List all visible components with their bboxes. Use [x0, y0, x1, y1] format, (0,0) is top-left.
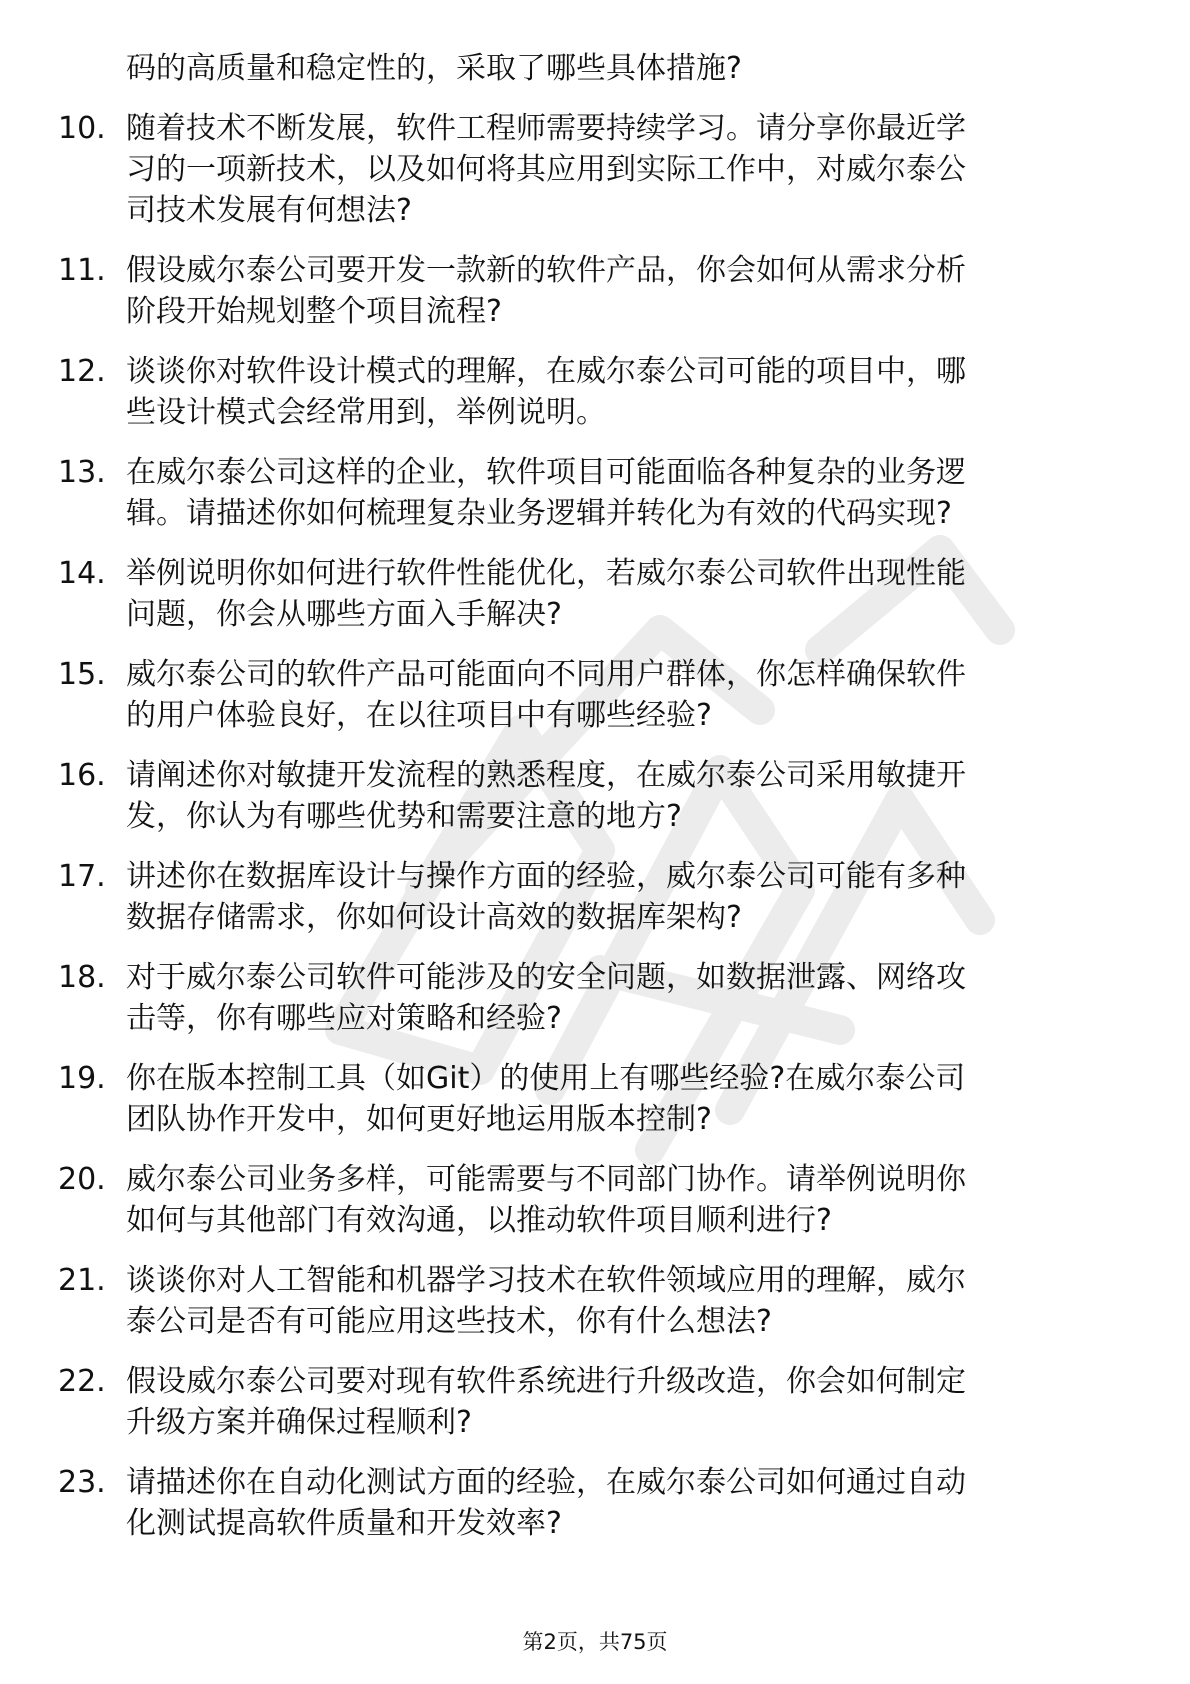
question-item-16	[58, 755, 1118, 837]
question-number: 13.	[58, 455, 106, 490]
question-number: 21.	[58, 1263, 106, 1298]
question-content	[58, 48, 1118, 1544]
question-item-19	[58, 1058, 1118, 1140]
question-number: 15.	[58, 657, 106, 692]
question-item-10	[58, 108, 1118, 231]
page-footer	[0, 1628, 1190, 1656]
question-line: 在威尔泰公司这样的企业，软件项目可能面临各种复杂的业务逻	[126, 455, 966, 490]
question-line: 击等，你有哪些应对策略和经验?	[126, 1001, 562, 1036]
question-number: 20.	[58, 1162, 106, 1197]
question-item-17	[58, 856, 1118, 938]
question-line: 数据存储需求，你如何设计高效的数据库架构?	[126, 900, 742, 935]
question-list	[58, 108, 1118, 1544]
question-number: 14.	[58, 556, 106, 591]
question-number: 22.	[58, 1364, 106, 1399]
question-item-12	[58, 351, 1118, 433]
question-line: 发，你认为有哪些优势和需要注意的地方?	[126, 799, 682, 834]
question-number: 23.	[58, 1465, 106, 1500]
question-line: 团队协作开发中，如何更好地运用版本控制?	[126, 1102, 712, 1137]
question-line: 泰公司是否有可能应用这些技术，你有什么想法?	[126, 1304, 772, 1339]
question-line: 你在版本控制工具（如Git）的使用上有哪些经验?在威尔泰公司	[126, 1061, 966, 1096]
question-line: 对于威尔泰公司软件可能涉及的安全问题，如数据泄露、网络攻	[126, 960, 966, 995]
question-line: 谈谈你对人工智能和机器学习技术在软件领域应用的理解，威尔	[126, 1263, 966, 1298]
question-line: 威尔泰公司的软件产品可能面向不同用户群体，你怎样确保软件	[126, 657, 966, 692]
question-line: 的用户体验良好，在以往项目中有哪些经验?	[126, 698, 712, 733]
question-item-15	[58, 654, 1118, 736]
question-number: 12.	[58, 354, 106, 389]
question-line: 化测试提高软件质量和开发效率?	[126, 1506, 562, 1541]
question-line: 请描述你在自动化测试方面的经验，在威尔泰公司如何通过自动	[126, 1465, 966, 1500]
question-line: 辑。请描述你如何梳理复杂业务逻辑并转化为有效的代码实现?	[126, 496, 952, 531]
question-item-13	[58, 452, 1118, 534]
question-line: 假设威尔泰公司要开发一款新的软件产品，你会如何从需求分析	[126, 253, 966, 288]
question-line: 请阐述你对敏捷开发流程的熟悉程度，在威尔泰公司采用敏捷开	[126, 758, 966, 793]
question-item-21	[58, 1260, 1118, 1342]
question-item-20	[58, 1159, 1118, 1241]
question-number: 18.	[58, 960, 106, 995]
question-line: 些设计模式会经常用到，举例说明。	[126, 395, 606, 430]
question-line: 讲述你在数据库设计与操作方面的经验，威尔泰公司可能有多种	[126, 859, 966, 894]
question-number: 10.	[58, 111, 106, 146]
question-line: 随着技术不断发展，软件工程师需要持续学习。请分享你最近学	[126, 111, 966, 146]
question-line: 举例说明你如何进行软件性能优化，若威尔泰公司软件出现性能	[126, 556, 966, 591]
question-number: 11.	[58, 253, 106, 288]
page-number: 第2页，共75页	[522, 1630, 668, 1654]
question-line: 习的一项新技术，以及如何将其应用到实际工作中，对威尔泰公	[126, 152, 966, 187]
question-item-11	[58, 250, 1118, 332]
question-line: 司技术发展有何想法?	[126, 193, 412, 228]
question-line: 假设威尔泰公司要对现有软件系统进行升级改造，你会如何制定	[126, 1364, 966, 1399]
question-number: 16.	[58, 758, 106, 793]
question-item-23	[58, 1462, 1118, 1544]
question-item-22	[58, 1361, 1118, 1443]
question-number: 19.	[58, 1061, 106, 1096]
question-line: 威尔泰公司业务多样，可能需要与不同部门协作。请举例说明你	[126, 1162, 966, 1197]
question-line: 谈谈你对软件设计模式的理解，在威尔泰公司可能的项目中，哪	[126, 354, 966, 389]
question-item-18	[58, 957, 1118, 1039]
continuation-line: 码的高质量和稳定性的，采取了哪些具体措施?	[126, 51, 742, 86]
question-line: 问题，你会从哪些方面入手解决?	[126, 597, 562, 632]
question-line: 升级方案并确保过程顺利?	[126, 1405, 472, 1440]
question-line: 如何与其他部门有效沟通，以推动软件项目顺利进行?	[126, 1203, 832, 1238]
question-number: 17.	[58, 859, 106, 894]
question-line: 阶段开始规划整个项目流程?	[126, 294, 502, 329]
question-item-14	[58, 553, 1118, 635]
